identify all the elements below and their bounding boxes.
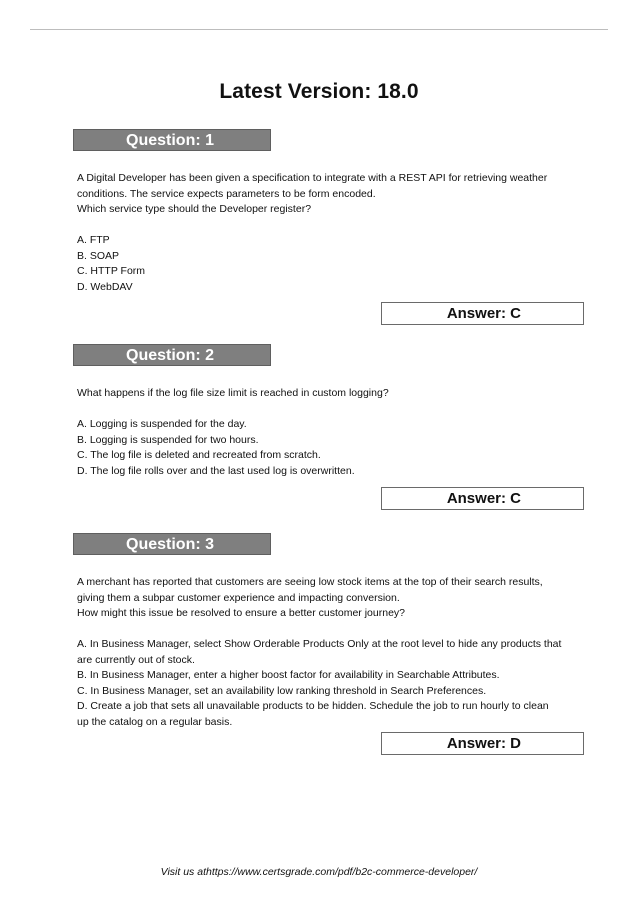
question-2-option: B. Logging is suspended for two hours. [77,433,259,446]
question-1-option: B. SOAP [77,249,120,262]
question-1-prompt-line: conditions. The service expects parameters to be form encoded. [77,187,376,200]
question-3-prompt-line: How might this issue be resolved to ensure a better customer journey? [77,607,405,619]
header-rule [30,29,608,30]
question-1-option: A. FTP [77,234,110,246]
question-3-option: up the catalog on a regular basis. [77,715,233,728]
footer-link-text[interactable]: Visit us athttps://www.certsgrade.com/pdf/b2c-commerce-developer/ [160,866,478,878]
question-2-body [77,386,577,479]
question-1-prompt-line: Which service type should the Developer register? [77,203,312,215]
question-1-option: C. HTTP Form [77,265,146,277]
question-3-prompt-line: A merchant has reported that customers are seeing low stock items at the top of their search results, [77,576,543,588]
question-3-option: D. Create a job that sets all unavailable products to be hidden. Schedule the job to run hourly to clean [77,700,549,712]
question-1-header: Question: 1 [73,129,271,151]
question-1-prompt-line: A Digital Developer has been given a specification to integrate with a REST API for retrieving weather [77,172,548,184]
question-1-option: D. WebDAV [77,280,133,293]
question-3-option: A. In Business Manager, select Show Orderable Products Only at the root level to hide any products that [77,638,562,650]
question-2-answer: Answer: C [381,487,584,510]
question-2-option: A. Logging is suspended for the day. [77,418,247,430]
page-title: Latest Version: 18.0 [219,80,419,103]
question-3-header: Question: 3 [73,533,271,555]
question-3-answer: Answer: D [381,732,584,755]
question-2-prompt-line: What happens if the log file size limit is reached in custom logging? [77,387,389,399]
question-3-prompt-line: giving them a subpar customer experience and impacting conversion. [77,591,400,604]
question-3-body [77,575,577,730]
question-3-option: B. In Business Manager, enter a higher boost factor for availability in Searchable Attributes. [77,669,500,681]
question-1-body [77,171,577,295]
question-2-option: C. The log file is deleted and recreated from scratch. [77,449,321,461]
question-2-header: Question: 2 [73,344,271,366]
question-1-answer: Answer: C [381,302,584,325]
question-3-option: C. In Business Manager, set an availability low ranking threshold in Search Preferences. [77,684,487,697]
question-2-option: D. The log file rolls over and the last used log is overwritten. [77,464,355,477]
question-3-option: are currently out of stock. [77,653,195,666]
